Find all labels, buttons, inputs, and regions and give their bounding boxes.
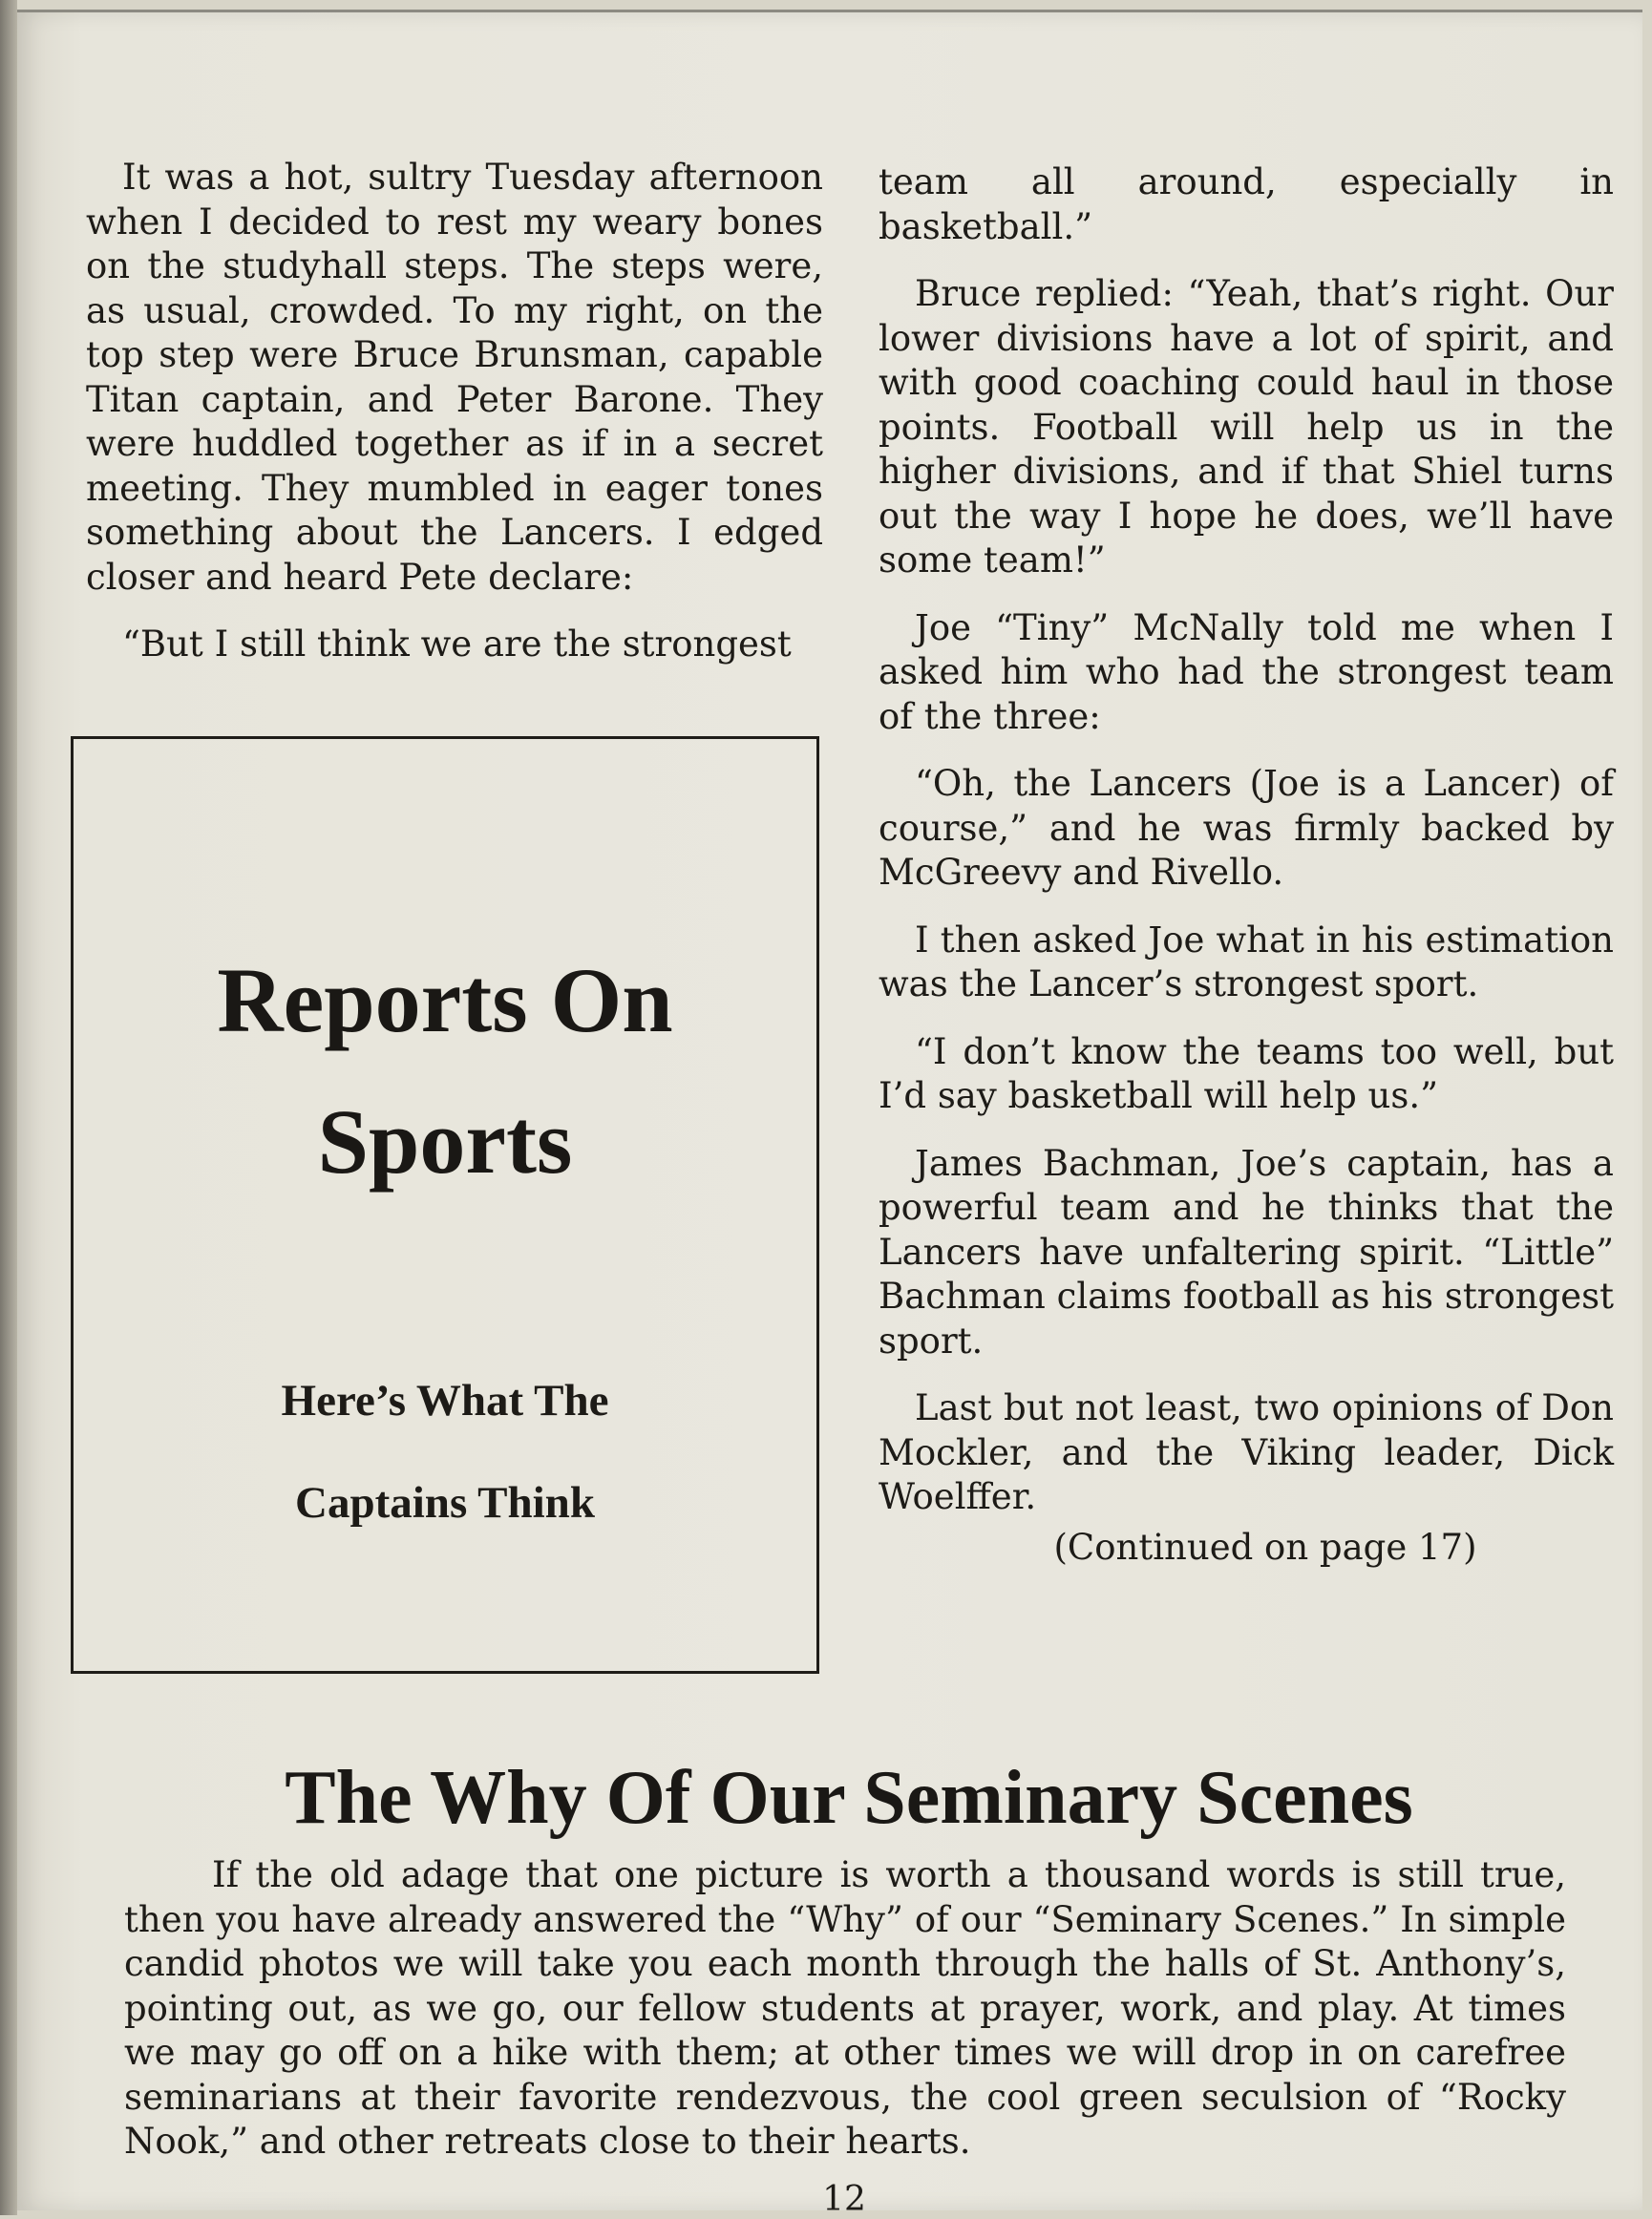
- right-paragraph-4: “Oh, the Lancers (Joe is a Lancer) of course,” and he was firmly backed by McGreevy and Rivello.: [879, 763, 1614, 893]
- page-number: 12: [822, 2180, 866, 2219]
- magazine-page: [17, 10, 1642, 2219]
- reports-on-sports-box: [71, 736, 819, 1674]
- left-column: [86, 156, 823, 690]
- left-paragraph-2: “But I still think we are the strongest: [122, 623, 792, 665]
- right-paragraph-7: James Bachman, Joe’s captain, has a powerful team and he thinks that the Lancers have unfaltering spirit. “Little” Bachman claims football as his strongest sport.: [879, 1142, 1614, 1362]
- right-paragraph-3: Joe “Tiny” McNally told me when I asked him who had the strongest team of the three:: [879, 606, 1614, 737]
- right-column: [879, 160, 1614, 1570]
- box-subtitle: [74, 1350, 816, 1554]
- right-paragraph-1: team all around, especially in basketball.”: [879, 161, 1614, 247]
- right-paragraph-6: “I don’t know the teams too well, but I’d say basketball will help us.”: [879, 1030, 1614, 1116]
- continued-note: (Continued on page 17): [1053, 1526, 1477, 1568]
- right-paragraph-2: Bruce replied: “Yeah, that’s right. Our lower divisions have a lot of spirit, and with good coaching could haul in those points. Football will help us in the higher divisions, and if that Shiel turns out the way I hope he does, we’ll have some team!”: [879, 273, 1614, 581]
- box-subtitle-line-2: Captains Think: [295, 1478, 595, 1528]
- article-headline: The Why Of Our Seminary Scenes: [285, 1756, 1413, 1840]
- left-paragraph-1: It was a hot, sultry Tuesday afternoon when I decided to rest my weary bones on the studyhall steps. The steps were, as usual, crowded. To my right, on the top step were Bruce Brunsman, capable Titan captain, and Peter Barone. They were huddled together as if in a secret meeting. They mumbled in eager tones something about the Lancers. I edged closer and heard Pete declare:: [86, 157, 823, 598]
- article-body: If the old adage that one picture is worth a thousand words is still true, then you have already answered the “Why” of our “Seminary Scenes.” In simple candid photos we will take you each month through the halls of St. Anthony’s, pointing out, as we go, our fellow students at prayer, work, and play. At times we may go off on a hike with them; at other times we will drop in on carefree seminarians at their favorite rendezvous, the cool green seculsion of “Rocky Nook,” and other retreats close to their hearts.: [124, 1854, 1566, 2162]
- box-title-line-2: Sports: [317, 1090, 573, 1193]
- book-binding: [0, 0, 17, 2215]
- right-paragraph-8: Last but not least, two opinions of Don Mockler, and the Viking leader, Dick Woelffer.: [879, 1387, 1614, 1517]
- right-paragraph-5: I then asked Joe what in his estimation was the Lancer’s strongest sport.: [879, 919, 1614, 1004]
- box-subtitle-line-1: Here’s What The: [281, 1376, 609, 1426]
- box-title-line-1: Reports On: [217, 949, 673, 1051]
- box-title: [74, 930, 816, 1213]
